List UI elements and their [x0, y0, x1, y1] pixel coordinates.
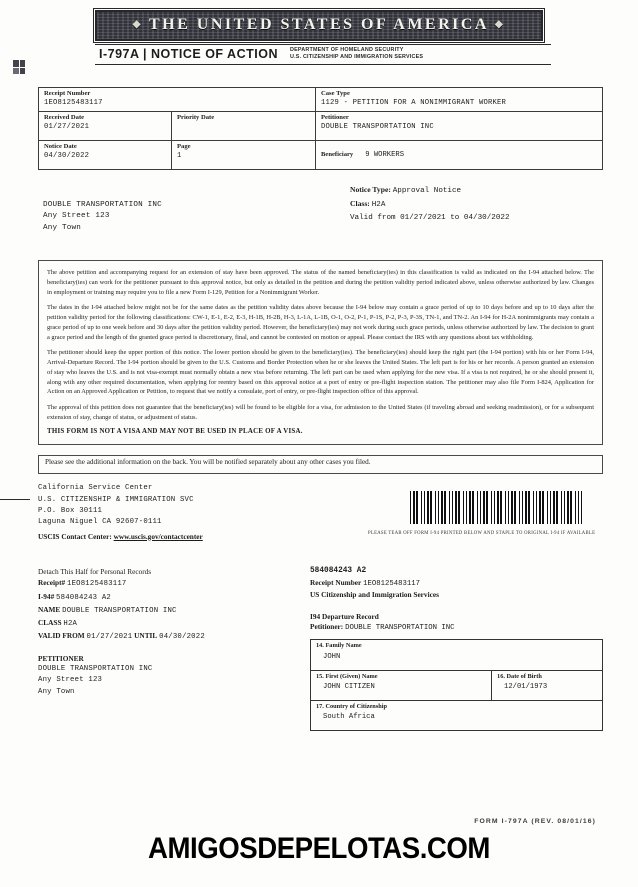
addressee-block: [38, 200, 350, 234]
department-line1: DEPARTMENT OF HOMELAND SECURITY: [289, 47, 404, 54]
additional-info-box: Please see the additional information on the back. You will be notified separately about any other cases you filed.: [38, 455, 603, 474]
petitioner-city: Any Town: [38, 687, 75, 696]
date-of-birth-cell: [492, 670, 603, 700]
personal-records-block: [38, 566, 310, 731]
i94-petitioner-label: Petitioner:: [310, 622, 344, 632]
beneficiary-label: Beneficiary: [321, 151, 354, 158]
legal-paragraph: The approval of this petition does not guarantee that the beneficiary(ies) will be found to be eligible for a visa, for admission to the United States (if traveling abroad and seeking readmission), or for a subsequent extension of stay, change of status, or adjustment of status.: [47, 403, 594, 421]
i94-record-block: [310, 566, 603, 731]
service-center-name: California Service Center: [38, 484, 153, 493]
case-type-value: 1129 - PETITION FOR A NONIMMIGRANT WORKER: [321, 99, 507, 107]
given-name-label: 15. First (Given) Name: [316, 672, 378, 680]
uscis-org-line: US Citizenship and Immigration Services: [310, 589, 439, 599]
print-registration-mark-icon: [13, 60, 25, 74]
notice-date-cell: [39, 141, 172, 170]
receipt-number-value: 1EO8125483117: [44, 99, 103, 107]
banner-title: THE UNITED STATES OF AMERICA: [149, 16, 489, 33]
tear-off-instruction: PLEASE TEAR OFF FORM I-94 PRINTED BELOW AND STAPLE TO ORIGINAL I-94 IF AVAILABLE: [368, 531, 596, 537]
detach-name-value: DOUBLE TRANSPORTATION INC: [62, 606, 177, 615]
form-revision: FORM I-797A (REV. 08/01/16): [474, 818, 596, 825]
detach-i94-label: I-94#: [38, 591, 55, 601]
date-of-birth-value: 12/01/1973: [504, 683, 548, 692]
case-summary-table: [38, 87, 603, 170]
detach-receipt-label: Receipt#: [38, 578, 66, 588]
notice-type-value: Approval Notice: [392, 187, 462, 195]
given-name-value: JOHN CITIZEN: [323, 683, 375, 692]
margin-tick-line: [0, 499, 30, 500]
not-a-visa-warning: THIS FORM IS NOT A VISA AND MAY NOT BE USED IN PLACE OF A VISA.: [47, 428, 303, 436]
case-type-label: Case Type: [321, 90, 350, 97]
i94-receipt-label: Receipt Number: [310, 577, 362, 587]
form-header: [95, 44, 551, 65]
contact-center-url: www.uscis.gov/contactcenter: [113, 531, 203, 541]
i94-fields-table: [310, 639, 603, 731]
service-center-section: [38, 483, 603, 541]
beneficiary-value: 9 WORKERS: [365, 151, 405, 159]
petitioner-heading: PETITIONER: [38, 653, 84, 663]
petitioner-name: DOUBLE TRANSPORTATION INC: [38, 665, 153, 674]
service-center-pobox: P.O. Box 30111: [38, 507, 103, 516]
detach-receipt-value: 1EO8125483117: [66, 580, 127, 589]
notice-date-value: 04/30/2022: [44, 152, 90, 160]
detach-class-value: H2A: [63, 620, 78, 629]
priority-date-label: Priority Date: [177, 114, 215, 121]
service-center-city: Laguna Niguel CA 92607-0111: [38, 518, 162, 527]
legal-paragraph: The petitioner should keep the upper portion of this notice. The lower portion should be given to the beneficiary(ies). The beneficiary(ies) should keep the right part (the I-94 portion) with his or her Form I-94, Arrival-Departure Record. The I-94 portion should be given to the U.S. Customs and Border Protection when he or she leaves the United States. The left part is for his or her records. A person granted an extension of stay who leaves the U.S. and is not visa-exempt must normally obtain a new visa before returning. The left part can be used when applying for the new visa. If a visa is not required, he or she should present it, along with any other required documentation, when applying for reentry based on this approval notice at a port of entry or pre-flight inspection station. The petitioner may also file Form I-824, Application for Action on an Approved Application or Petition, to request that we notify a consulate, port of entry, or pre-flight inspection office of this approval.: [47, 349, 594, 396]
legal-paragraph: The dates in the I-94 attached below might not be for the same dates as the petition validity dates above because the I-94 below may contain a grace period of up to 10 days before and up to 10 days after the petition validity period for the following classifications: CW-1, E-1, E-2, E-3, H-1B, H-2B, H-3, L-1A, L-1B, O-1, O-2, P-1, P-1S, P-2, P-3, P-3S, TN-1, and TN-2. An I-94 for H-2A nonimmigrants may contain a grace period of up to one week before and 30 days after the petition validity period. However, the beneficiary(ies) may not work during such grace periods, unless otherwise authorized by law. The decision to grant a grace period and the length of the granted grace period is discretionary, final, and cannot be contested on motion or appeal. Please contact the IRS with any questions about tax withholding.: [47, 304, 594, 341]
receipt-number-cell: [39, 88, 316, 112]
detach-class-label: CLASS: [38, 618, 62, 628]
detach-name-label: NAME: [38, 604, 61, 614]
until-date: 04/30/2022: [159, 633, 205, 642]
valid-from-date: 01/27/2021: [86, 633, 133, 642]
service-center-block: [38, 483, 368, 541]
contact-center-line: [38, 531, 368, 542]
notice-info-block: [350, 184, 510, 234]
i94-receipt-value: 1EO8125483117: [363, 579, 421, 588]
petitioner-cell: [316, 112, 603, 141]
i94-petitioner-value: DOUBLE TRANSPORTATION INC: [345, 624, 455, 633]
addressee-name: DOUBLE TRANSPORTATION INC: [43, 201, 162, 209]
detach-title: Detach This Half for Personal Records: [38, 566, 152, 576]
i94-departure-record-title: I94 Departure Record: [310, 611, 379, 621]
valid-from-label: VALID FROM: [38, 631, 85, 641]
address-section: [38, 176, 603, 234]
notice-date-label: Notice Date: [44, 143, 77, 150]
class-value: H2A: [371, 200, 386, 209]
priority-date-cell: [172, 112, 316, 141]
banner: [95, 10, 543, 65]
petitioner-street: Any Street 123: [38, 676, 103, 685]
addressee-street: Any Street 123: [43, 212, 110, 221]
department-line2: U.S. CITIZENSHIP AND IMMIGRATION SERVICES: [289, 54, 424, 60]
detach-section: [38, 566, 603, 731]
legal-paragraph: The above petition and accompanying request for an extension of stay have been approved. The status of the named beneficiary(ies) in this classification is valid as indicated on the I-94 attached below. The beneficiary(ies) can work for the petitioner pursuant to this approval notice, but only as detailed in the petition and during the petition validity period indicated above, unless otherwise authorized by law. Changes in employment or training may require you to file a new Form I-129, Petition for a Nonimmigrant Worker.: [47, 269, 594, 296]
page-cell: [172, 141, 316, 170]
department-name: [290, 47, 423, 61]
receipt-number-label: Receipt Number: [44, 90, 91, 97]
country-of-citizenship-value: South Africa: [323, 713, 375, 722]
beneficiary-cell: [316, 141, 603, 170]
given-name-cell: [311, 670, 492, 700]
barcode: [410, 491, 582, 524]
page-label: Page: [177, 143, 191, 150]
i94-number: 584084243 A2: [310, 566, 367, 575]
page-value: 1: [177, 152, 182, 160]
country-of-citizenship-cell: [311, 700, 603, 730]
site-watermark: AMIGOSDEPELOTAS.COM: [148, 832, 490, 865]
family-name-label: 14. Family Name: [316, 642, 362, 650]
class-label: Class:: [350, 198, 370, 208]
validity-period: Valid from 01/27/2021 to 04/30/2022: [350, 213, 510, 222]
received-date-label: Received Date: [44, 114, 85, 121]
addressee-city: Any Town: [43, 223, 82, 232]
barcode-area: [368, 483, 603, 541]
date-of-birth-label: 16. Date of Birth: [497, 672, 542, 680]
until-label: UNTIL: [134, 631, 158, 641]
banner-flourish-icon: ◆: [494, 19, 506, 30]
country-of-citizenship-label: 17. Country of Citizenship: [316, 702, 388, 710]
petitioner-label: Petitioner: [321, 114, 349, 121]
form-title: I-797A | NOTICE OF ACTION: [99, 47, 278, 61]
service-center-org: U.S. CITIZENSHIP & IMMIGRATION SVC: [38, 495, 194, 504]
received-date-value: 01/27/2021: [44, 123, 90, 131]
received-date-cell: [39, 112, 172, 141]
family-name-value: JOHN: [323, 652, 341, 661]
notice-type-label: Notice Type:: [350, 185, 391, 194]
contact-center-label: USCIS Contact Center:: [38, 531, 112, 541]
detach-i94-value: 584084243 A2: [56, 593, 111, 602]
banner-flourish-icon: ◆: [132, 19, 143, 30]
family-name-cell: [311, 640, 603, 670]
case-type-cell: [316, 88, 603, 112]
petitioner-value: DOUBLE TRANSPORTATION INC: [321, 123, 434, 131]
legal-text-box: [38, 260, 603, 445]
